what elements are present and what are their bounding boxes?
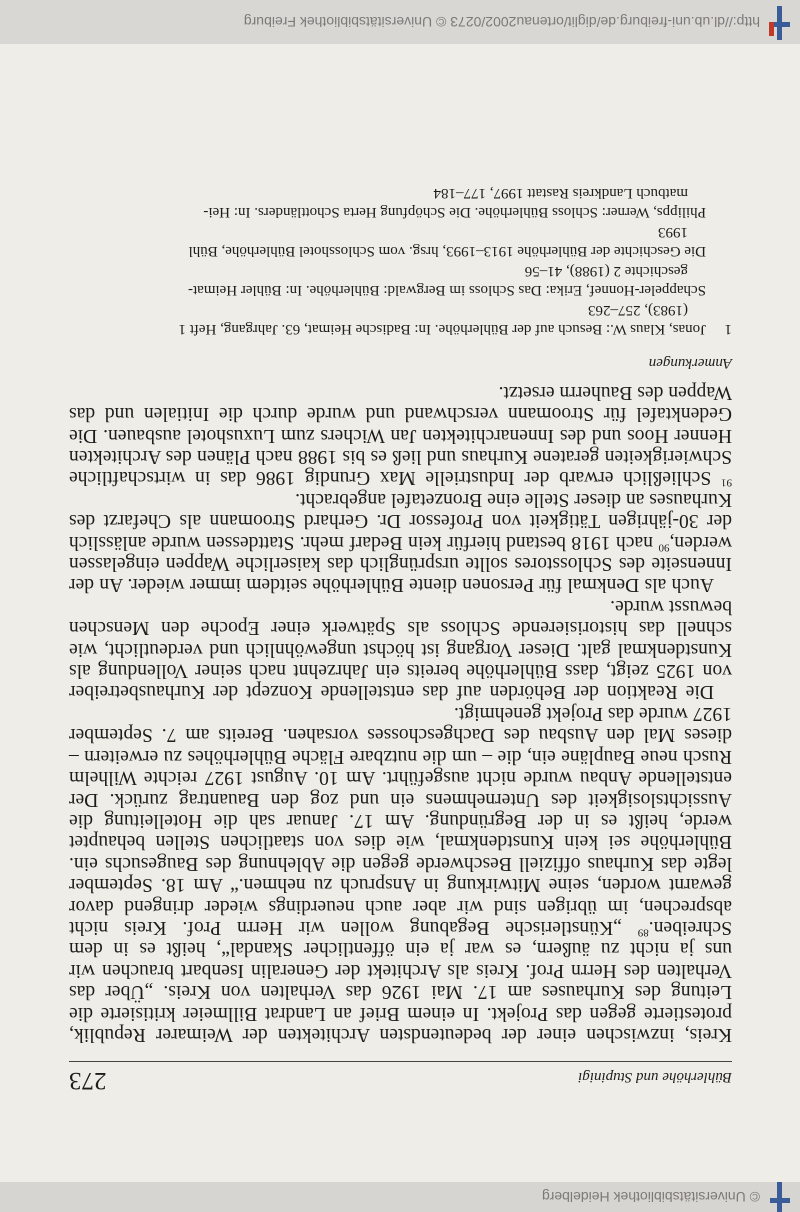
reference-entry: [69, 222, 706, 260]
reference-continuation: 1993: [658, 224, 688, 241]
running-header: [69, 1061, 732, 1094]
source-url-bar: [0, 0, 800, 44]
notes-title: Anmerkungen: [648, 355, 732, 372]
reference-continuation: (1983), 257–263: [588, 302, 688, 319]
footnote-marker: 89: [637, 926, 649, 939]
paragraph-text-continued: Schließlich erwarb der Industrielle Max Grundig 1986 das in wirtschaftliche Schwierigkeiten geratene Kurhaus und ließ es bis 1988 nach Plänen des Architekten Henner Hoos und des Innenarchitekten Jan Wichers zum Luxushotel ausbauen. Die Gedenktafel für Stroomann verschwand und wurde durch die Initialen und das Wappen des Bauherrn ersetzt.: [69, 381, 732, 489]
top-watermark-bar: [0, 1182, 800, 1212]
footnote-marker: 91: [721, 476, 732, 489]
library-logo-icon: [756, 1178, 796, 1212]
paragraph-text-continued: „Künstlerische Begabung wollen wir Herrn Prof. Kreis nicht absprechen, im übrigen sind wir aber auch neuerdings wieder dringend davor gewarnt worden, seine Mitwirkung in Anspruch zu nehmen.“ Am 18. September legte das Kurhaus offiziell Beschwerde gegen die Ablehnung des Baugesuchs ein. Bühlerhöhe sei kein Kunstdenkmal, wie dies von staatlichen Stellen behauptet werde, heißt es in der Begründung. Am 17. Januar sah die Hotelleitung die Aussichtslosigkeit des Unternehmens ein und zog den Bauantrag zurück. Der entstellende Anbau wurde nicht ausgeführt. Am 10. August 1927 reichte Wilhelm Rusch neue Baupläne ein, die – um die nutzbare Fläche Bühlerhöhes zu erweitern – dieses Mal den Ausbau des Dachgeschosses vorsahen. Bereits am 7. September 1927 wurde das Projekt genehmigt.: [69, 702, 732, 938]
reference-line: Die Geschichte der Bühlerhöhe 1913–1993, hrsg. vom Schlosshotel Bühlerhöhe, Bühl: [188, 243, 706, 260]
notes-section: [69, 182, 732, 338]
note-references: [69, 182, 706, 338]
footnote-marker: 90: [658, 541, 670, 554]
paragraph-text-continued: nach 1918 bestand hierfür kein Bedarf mehr. Stattdessen wurde anlässlich der 30-jährigen Tätigkeit von Professor Dr. Gerhard Stroomann als Chefarzt des Kurhauses an dieser Stelle eine Bronzetafel angebracht.: [69, 488, 732, 553]
body-paragraph: [69, 703, 732, 1046]
note-number: 1: [724, 321, 732, 338]
body-paragraph: [69, 381, 732, 488]
reference-line: Philipps, Werner: Schloss Bühlerhöhe. Die Schöpfung Herta Schottländers. In: Hei-: [203, 204, 706, 221]
body-paragraph: [69, 595, 732, 702]
university-logo-icon: [756, 2, 796, 42]
source-url: http://dl.ub.uni-freiburg.de/diglit/ortenau2002/0273 © Universitätsbibliothek Freiburg: [243, 14, 760, 30]
body-paragraph: [69, 488, 732, 595]
reference-line: Schappeler-Honnef, Erika: Das Schloss im Bergwald: Bühlerhöhe. In: Bühler Heimat-: [187, 282, 706, 299]
reference-entry: [69, 261, 706, 299]
paragraph-text: Kreis, inzwischen einer der bedeutendsten Architekten der Weimarer Republik, protestierte gegen das Projekt. In einem Brief an Landrat Billmeier kritisierte die Leitung des Kurhauses am 17. Mai 1926 das Verhalten von Kreis. „Über das Verhalten des Herrn Prof. Kreis als Architekt der Generalin Isenbart brauchen wir uns ja nicht zu äußern, es war ja ein öffentlicher Skandal“, heißt es in dem Schreiben.: [69, 916, 732, 1045]
note-1: [69, 182, 732, 338]
paragraph-text: Die Reaktion der Behörden auf das entstellende Konzept der Kurhausbetreiber von 1925 zeigt, dass Bühlerhöhe bereits ein Jahrzehnt nach seiner Vollendung als Kunstdenkmal galt. Dieser Vorgang ist höchst ungewöhnlich und verdeutlicht, wie schnell das historisierende Schloss als Spätwerk einer Epoche den Menschen bewusst wurde.: [69, 595, 732, 703]
reference-continuation: matbuch Landkreis Rastatt 1997, 177–184: [433, 185, 688, 202]
reference-continuation: geschichte 2 (1988), 41–56: [524, 263, 688, 280]
reference-line: Jonas, Klaus W.: Besuch auf der Bühlerhöhe. In: Badische Heimat, 63. Jahrgang, Heft 1: [178, 321, 706, 338]
paragraph-text: Auch als Denkmal für Personen diente Bühlerhöhe seitdem immer wieder. An der Innenseite des Schlosstores sollte ursprünglich das kaiserliche Wappen eingelassen werden,: [69, 531, 732, 596]
reference-entry: [69, 300, 706, 338]
page-number: 273: [69, 1067, 107, 1094]
body-text: [69, 381, 732, 1045]
reference-entry: [69, 183, 706, 221]
running-head: Bühlerhöhe und Stupinigi: [578, 1069, 732, 1085]
page-content: [69, 182, 732, 1094]
top-watermark-text: © Universitätsbibliothek Heidelberg: [541, 1189, 760, 1205]
